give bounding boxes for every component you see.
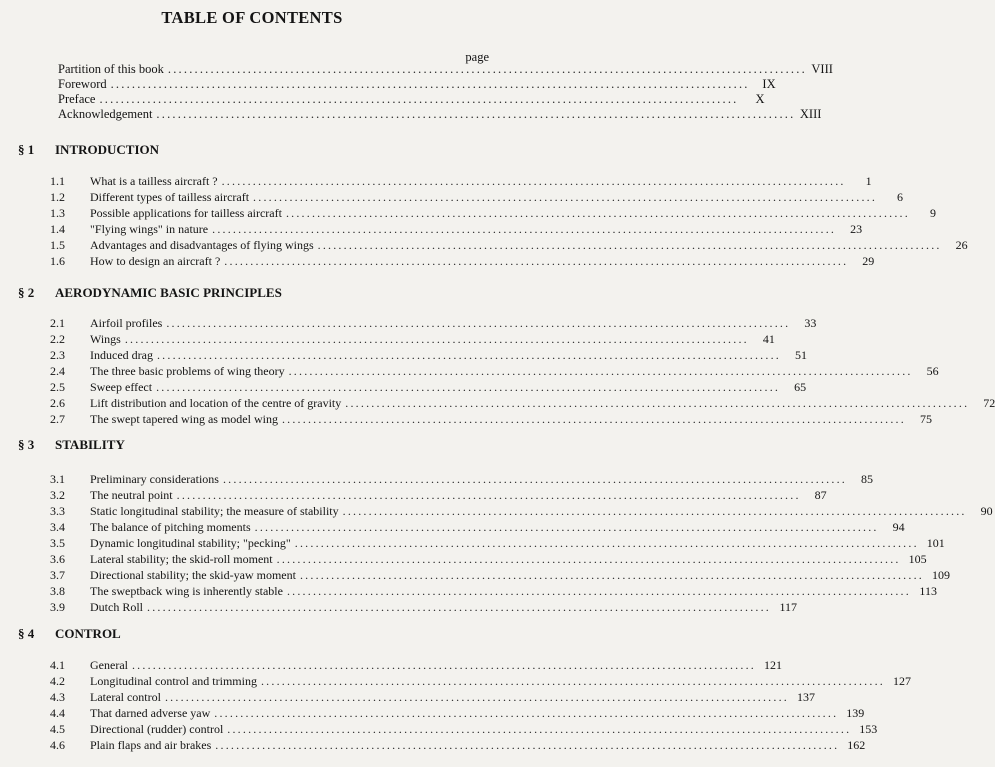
entry-page: 139 — [846, 706, 865, 720]
entry-title: Lateral stability; the skid-roll moment — [90, 552, 273, 566]
leader-dots: ........................................................................................................................ — [281, 412, 906, 426]
entry-page: 109 — [931, 568, 950, 582]
section-heading — [18, 437, 125, 453]
section-heading — [18, 626, 121, 642]
entry-title: Induced drag — [90, 348, 153, 362]
leader-dots: ........................................................................................................................ — [299, 568, 924, 582]
entry-number: 1.3 — [50, 206, 65, 220]
entry-number: 3.2 — [50, 488, 65, 502]
leader-dots: ........................................................................................................................ — [285, 206, 910, 220]
toc-entry[interactable] — [50, 519, 905, 535]
leader-dots: ........................................................................................................................ — [345, 396, 970, 410]
toc-entry[interactable] — [50, 551, 927, 567]
entry-number: 3.5 — [50, 536, 65, 550]
front-matter-title: Foreword — [58, 77, 107, 91]
leader-dots: ........................................................................................................................ — [214, 706, 839, 720]
front-matter-item[interactable] — [58, 62, 833, 77]
entry-page: 85 — [860, 472, 873, 486]
leader-dots: ........................................................................................................................ — [253, 190, 878, 204]
entry-number: 1.1 — [50, 174, 65, 188]
toc-entry[interactable] — [50, 471, 873, 487]
toc-entry[interactable] — [50, 503, 993, 519]
front-matter-item[interactable] — [58, 107, 822, 122]
entry-number: 4.3 — [50, 690, 65, 704]
entry-number: 4.4 — [50, 706, 65, 720]
entry-number: 1.2 — [50, 190, 65, 204]
leader-dots: ........................................................................................................................ — [288, 364, 913, 378]
entry-number: 4.1 — [50, 658, 65, 672]
entry-title: The neutral point — [90, 488, 173, 502]
toc-entry[interactable] — [50, 237, 968, 253]
entry-number: 4.5 — [50, 722, 65, 736]
leader-dots: ........................................................................................................................ — [276, 552, 901, 566]
entry-title: The three basic problems of wing theory — [90, 364, 285, 378]
entry-page: 75 — [919, 412, 932, 426]
leader-dots: ........................................................................................................................ — [110, 77, 750, 91]
front-matter-page: XIII — [799, 107, 822, 121]
entry-title: Possible applications for tailless aircraft — [90, 206, 282, 220]
entry-title: That darned adverse yaw — [90, 706, 211, 720]
entry-page: 87 — [814, 488, 827, 502]
section-number: § 4 — [18, 626, 35, 641]
entry-number: 3.8 — [50, 584, 65, 598]
entry-title: The sweptback wing is inherently stable — [90, 584, 283, 598]
front-matter-title: Partition of this book — [58, 62, 164, 76]
front-matter-item[interactable] — [58, 92, 765, 107]
toc-entry[interactable] — [50, 379, 807, 395]
leader-dots: ........................................................................................................................ — [215, 738, 840, 752]
entry-number: 2.7 — [50, 412, 65, 426]
entry-title: Directional stability; the skid-yaw moment — [90, 568, 296, 582]
section-title: CONTROL — [55, 626, 121, 641]
toc-entry[interactable] — [50, 705, 865, 721]
toc-entry[interactable] — [50, 721, 878, 737]
entry-title: Directional (rudder) control — [90, 722, 224, 736]
entry-page: 41 — [762, 332, 775, 346]
section-number: § 2 — [18, 285, 35, 300]
section-title: AERODYNAMIC BASIC PRINCIPLES — [55, 285, 282, 300]
leader-dots: ........................................................................................................................ — [167, 62, 807, 76]
front-matter-list — [58, 62, 833, 122]
entry-title: Sweep effect — [90, 380, 153, 394]
section-number: § 3 — [18, 437, 35, 452]
toc-entry[interactable] — [50, 487, 827, 503]
toc-entry[interactable] — [50, 221, 863, 237]
leader-dots: ........................................................................................................................ — [99, 92, 739, 106]
entry-number: 1.4 — [50, 222, 65, 236]
toc-entry[interactable] — [50, 737, 866, 753]
toc-entry[interactable] — [50, 535, 945, 551]
entry-page: 153 — [859, 722, 878, 736]
entry-number: 3.9 — [50, 600, 65, 614]
entry-page: 162 — [847, 738, 866, 752]
toc-entry[interactable] — [50, 205, 936, 221]
entry-title: Dutch Roll — [90, 600, 143, 614]
toc-entry[interactable] — [50, 567, 950, 583]
leader-dots: ........................................................................................................................ — [166, 316, 791, 330]
toc-entry[interactable] — [50, 689, 815, 705]
entry-page: 29 — [862, 254, 875, 268]
toc-entry[interactable] — [50, 411, 932, 427]
section-title: INTRODUCTION — [55, 142, 160, 157]
section-entries — [50, 657, 911, 753]
leader-dots: ........................................................................................................................ — [222, 472, 847, 486]
leader-dots: ........................................................................................................................ — [221, 174, 846, 188]
entry-page: 6 — [897, 190, 904, 204]
entry-page: 105 — [908, 552, 927, 566]
entry-page: 121 — [763, 658, 782, 672]
front-matter-title: Preface — [58, 92, 96, 106]
toc-entry[interactable] — [50, 189, 904, 205]
leader-dots: ........................................................................................................................ — [176, 488, 801, 502]
leader-dots: ........................................................................................................................ — [227, 722, 852, 736]
entry-number: 3.6 — [50, 552, 65, 566]
toc-entry[interactable] — [50, 173, 872, 189]
entry-page: 26 — [955, 238, 968, 252]
toc-entry[interactable] — [50, 315, 817, 331]
front-matter-page: IX — [762, 77, 776, 91]
page-column-header: page — [465, 50, 489, 64]
entry-number: 3.4 — [50, 520, 65, 534]
entry-number: 2.1 — [50, 316, 65, 330]
entry-number: 4.2 — [50, 674, 65, 688]
section-entries — [50, 471, 993, 615]
leader-dots: ........................................................................................................................ — [156, 107, 796, 121]
front-matter-page: VIII — [811, 62, 833, 76]
entry-title: How to design an aircraft ? — [90, 254, 221, 268]
entry-page: 113 — [919, 584, 937, 598]
section-number: § 1 — [18, 142, 35, 157]
toc-entry[interactable] — [50, 583, 937, 599]
leader-dots: ........................................................................................................................ — [224, 254, 849, 268]
leader-dots: ........................................................................................................................ — [156, 348, 781, 362]
entry-title: Preliminary considerations — [90, 472, 219, 486]
leader-dots: ........................................................................................................................ — [124, 332, 749, 346]
entry-title: The balance of pitching moments — [90, 520, 251, 534]
entry-title: Lateral control — [90, 690, 161, 704]
leader-dots: ........................................................................................................................ — [286, 584, 911, 598]
entry-number: 3.7 — [50, 568, 65, 582]
entry-number: 2.3 — [50, 348, 65, 362]
leader-dots: ........................................................................................................................ — [147, 600, 771, 614]
page-title: TABLE OF CONTENTS — [161, 8, 343, 27]
leader-dots: ........................................................................................................................ — [156, 380, 781, 394]
section-entries — [50, 315, 995, 427]
toc-entry[interactable] — [50, 599, 797, 615]
entry-title: Static longitudinal stability; the measure of stability — [90, 504, 339, 518]
entry-page: 127 — [892, 674, 911, 688]
leader-dots: ........................................................................................................................ — [342, 504, 967, 518]
toc-entry[interactable] — [50, 395, 995, 411]
entry-title: Longitudinal control and trimming — [90, 674, 257, 688]
leader-dots: ........................................................................................................................ — [254, 520, 879, 534]
entry-page: 9 — [929, 206, 936, 220]
entry-title: Different types of tailless aircraft — [90, 190, 250, 204]
entry-title: Lift distribution and location of the centre of gravity — [90, 396, 342, 410]
entry-page: 101 — [926, 536, 945, 550]
entry-page: 117 — [779, 600, 797, 614]
entry-number: 2.2 — [50, 332, 65, 346]
entry-title: Plain flaps and air brakes — [90, 738, 212, 752]
entry-title: Dynamic longitudinal stability; "pecking" — [90, 536, 291, 550]
leader-dots: ........................................................................................................................ — [131, 658, 756, 672]
entry-title: Wings — [90, 332, 121, 346]
entry-page: 137 — [796, 690, 815, 704]
toc-entry[interactable] — [50, 363, 939, 379]
entry-number: 1.5 — [50, 238, 65, 252]
toc-entry[interactable] — [50, 253, 875, 269]
toc-entry[interactable] — [50, 673, 911, 689]
entry-number: 2.5 — [50, 380, 65, 394]
entry-title: What is a tailless aircraft ? — [90, 174, 218, 188]
entry-title: "Flying wings" in nature — [90, 222, 209, 236]
entry-number: 3.1 — [50, 472, 65, 486]
entry-number: 2.4 — [50, 364, 65, 378]
front-matter-item[interactable] — [58, 77, 776, 92]
leader-dots: ........................................................................................................................ — [294, 536, 919, 550]
entry-number: 2.6 — [50, 396, 65, 410]
entry-number: 4.6 — [50, 738, 65, 752]
entry-title: The swept tapered wing as model wing — [90, 412, 278, 426]
leader-dots: ........................................................................................................................ — [164, 690, 789, 704]
leader-dots: ........................................................................................................................ — [260, 674, 885, 688]
entry-title: Advantages and disadvantages of flying wings — [90, 238, 314, 252]
leader-dots: ........................................................................................................................ — [212, 222, 837, 236]
entry-number: 1.6 — [50, 254, 65, 268]
section-entries — [50, 173, 968, 269]
section-title: STABILITY — [55, 437, 125, 452]
toc-entry[interactable] — [50, 331, 775, 347]
front-matter-title: Acknowledgement — [58, 107, 153, 121]
entry-title: Airfoil profiles — [90, 316, 163, 330]
entry-page: 94 — [892, 520, 905, 534]
entry-number: 3.3 — [50, 504, 65, 518]
section-heading — [18, 142, 159, 158]
section-heading — [18, 285, 282, 301]
entry-page: 1 — [865, 174, 872, 188]
front-matter-page: X — [755, 92, 765, 106]
entry-page: 65 — [794, 380, 807, 394]
entry-page: 90 — [980, 504, 993, 518]
entry-page: 33 — [804, 316, 817, 330]
leader-dots: ........................................................................................................................ — [317, 238, 942, 252]
entry-page: 51 — [794, 348, 807, 362]
entry-page: 23 — [850, 222, 863, 236]
toc-entry[interactable] — [50, 657, 782, 673]
entry-page: 72 — [983, 396, 995, 410]
entry-title: General — [90, 658, 128, 672]
toc-entry[interactable] — [50, 347, 807, 363]
entry-page: 56 — [926, 364, 939, 378]
